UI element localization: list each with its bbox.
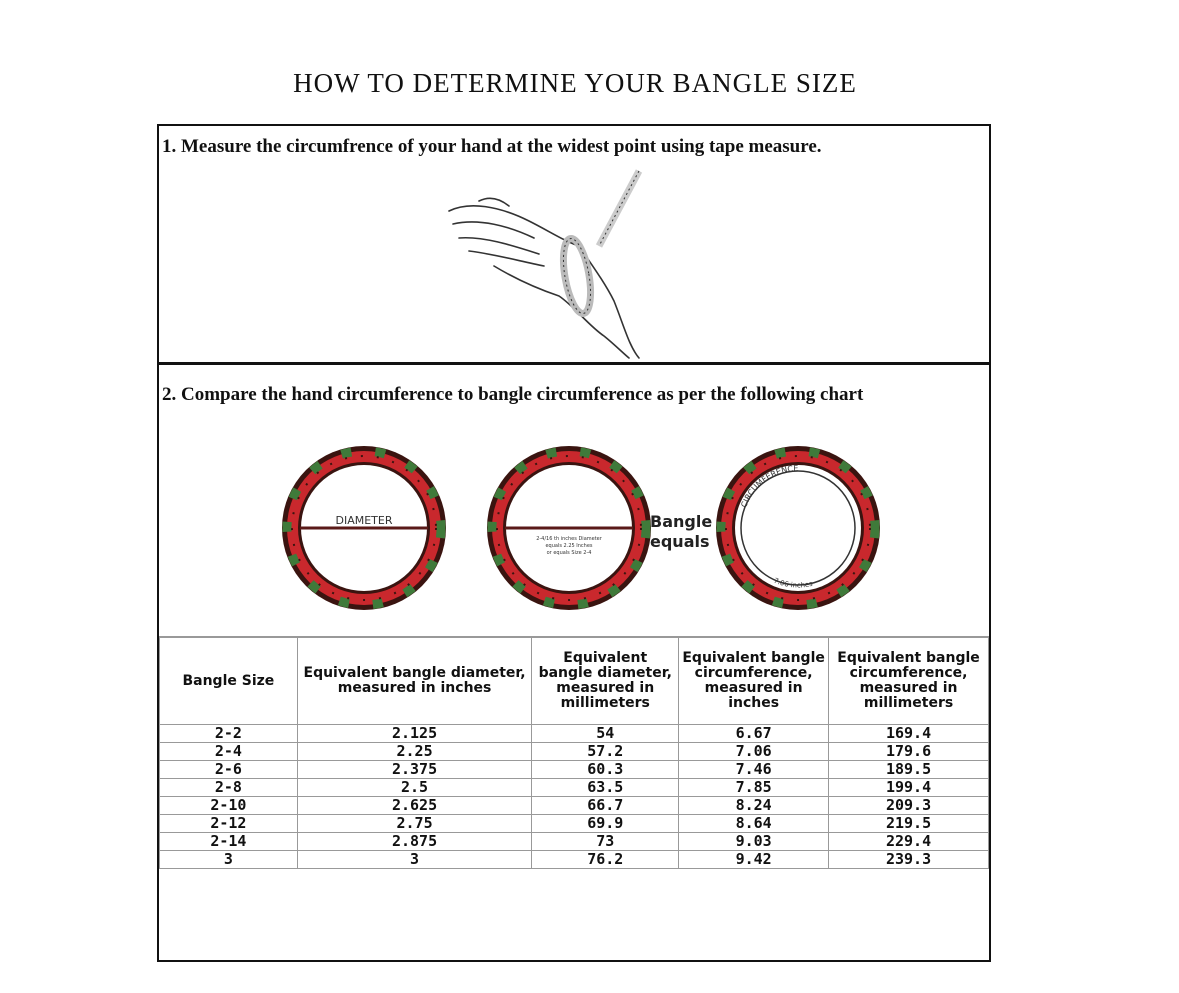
step1-text: 1. Measure the circumfrence of your hand at the widest point using tape measure. [162, 136, 822, 157]
table-cell: 239.3 [829, 851, 989, 869]
table-cell: 2.5 [297, 779, 532, 797]
table-cell: 2-10 [160, 797, 298, 815]
bangle-diameter-diagram [282, 446, 446, 610]
bangle-circumference-diagram [716, 446, 880, 610]
table-cell: 2.75 [297, 815, 532, 833]
circumference-value: 7.06 inches [772, 576, 814, 590]
table-cell: 63.5 [532, 779, 679, 797]
table-row [160, 797, 989, 815]
table-cell: 57.2 [532, 743, 679, 761]
table-cell: 219.5 [829, 815, 989, 833]
table-cell: 54 [532, 725, 679, 743]
header-circumference-inches: Equivalent bangle circumference, measured in inches [679, 637, 829, 725]
size-guide-frame [157, 124, 991, 962]
table-row [160, 725, 989, 743]
table-cell: 8.24 [679, 797, 829, 815]
table-cell: 6.67 [679, 725, 829, 743]
table-cell: 209.3 [829, 797, 989, 815]
bangle-equals-text [650, 512, 712, 552]
table-cell: 2-4 [160, 743, 298, 761]
note-line: 2-4/16 th inches Diameter [536, 536, 602, 542]
table-cell: 189.5 [829, 761, 989, 779]
table-cell: 2.625 [297, 797, 532, 815]
table-cell: 2.375 [297, 761, 532, 779]
table-cell: 2.25 [297, 743, 532, 761]
note-line: or equals Size 2-4 [546, 550, 592, 556]
table-cell: 7.85 [679, 779, 829, 797]
table-cell: 69.9 [532, 815, 679, 833]
equals-line: Bangle [650, 512, 713, 531]
table-cell: 2-12 [160, 815, 298, 833]
header-diameter-mm: Equivalent bangle diameter, measured in millimeters [532, 637, 679, 725]
table-row [160, 851, 989, 869]
diameter-label: DIAMETER [335, 514, 393, 527]
bangle-diagrams [159, 436, 989, 626]
table-row [160, 743, 989, 761]
note-line: equals 2.25 Inches [545, 543, 593, 549]
table-cell: 7.46 [679, 761, 829, 779]
hand-tape-measure-icon [439, 166, 659, 361]
table-cell: 2.875 [297, 833, 532, 851]
table-cell: 7.06 [679, 743, 829, 761]
table-cell: 3 [297, 851, 532, 869]
bangle-size-table [159, 636, 989, 869]
step1-section [159, 126, 989, 365]
table-row [160, 815, 989, 833]
table-cell: 2-2 [160, 725, 298, 743]
table-cell: 3 [160, 851, 298, 869]
table-cell: 66.7 [532, 797, 679, 815]
table-row [160, 761, 989, 779]
table-cell: 8.64 [679, 815, 829, 833]
table-row [160, 833, 989, 851]
table-cell: 2-6 [160, 761, 298, 779]
header-circumference-mm: Equivalent bangle circumference, measured in millimeters [829, 637, 989, 725]
page-title: HOW TO DETERMINE YOUR BANGLE SIZE [293, 68, 857, 98]
equals-line: equals [650, 532, 710, 551]
step2-text: 2. Compare the hand circumference to bangle circumference as per the following chart [162, 384, 864, 405]
table-cell: 73 [532, 833, 679, 851]
circumference-label: CIRCUMFERENCE [739, 463, 799, 509]
table-cell: 9.03 [679, 833, 829, 851]
table-cell: 2.125 [297, 725, 532, 743]
table-cell: 179.6 [829, 743, 989, 761]
table-cell: 76.2 [532, 851, 679, 869]
table-cell: 2-8 [160, 779, 298, 797]
header-bangle-size: Bangle Size [160, 637, 298, 725]
bangle-example-diagram [487, 446, 651, 610]
header-diameter-inches: Equivalent bangle diameter, measured in inches [297, 637, 532, 725]
table-cell: 9.42 [679, 851, 829, 869]
table-cell: 169.4 [829, 725, 989, 743]
table-row [160, 779, 989, 797]
table-cell: 60.3 [532, 761, 679, 779]
table-header-row [160, 637, 989, 725]
table-cell: 2-14 [160, 833, 298, 851]
table-cell: 199.4 [829, 779, 989, 797]
table-cell: 229.4 [829, 833, 989, 851]
